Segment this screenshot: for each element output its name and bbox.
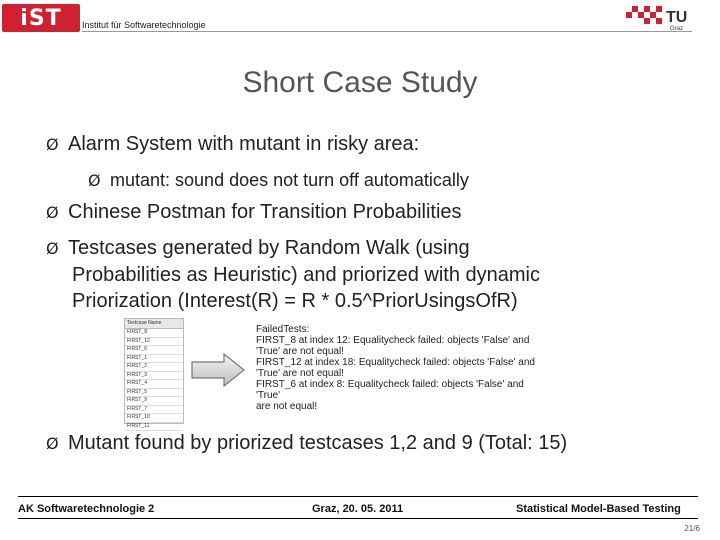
list-item: FIRST_11 (125, 423, 183, 432)
list-item: FIRST_2 (125, 363, 183, 372)
page-number: 21/6 (684, 524, 700, 533)
list-item: FIRST_10 (125, 414, 183, 423)
slide-title: Short Case Study (242, 66, 478, 99)
bullet-3: Ø Testcases generated by Random Walk (using Probabilities as Heuristic) and priorized with dynamic Priorization (Interest(R) = R * 0.5^PriorUsingsOfR) (46, 235, 706, 314)
footer-divider-bottom (18, 518, 698, 519)
bullet-2: Ø Chinese Postman for Transition Probabilities (46, 199, 462, 226)
failed-tests-output (256, 324, 546, 412)
testcase-list-header: Testcase Name (125, 319, 183, 329)
list-item: FIRST_9 (125, 397, 183, 406)
bullet-4: Ø Mutant found by priorized testcases 1,2 and 9 (Total: 15) (46, 430, 567, 457)
bullet-3-line-3: Priorization (Interest(R) = R * 0.5^PriorUsingsOfR) (72, 290, 518, 312)
arrow-bullet-icon: Ø (46, 135, 59, 154)
list-item: FIRST_5 (125, 389, 183, 398)
failed-tests-line: 'True' are not equal! (256, 346, 344, 357)
list-item: FIRST_6 (125, 346, 183, 355)
footer-divider-top (18, 496, 698, 497)
institute-name: Institut für Softwaretechnologie (82, 20, 206, 30)
testcase-list (124, 318, 184, 429)
bullet-1-sub: Ø mutant: sound does not turn off automatically (88, 167, 469, 194)
footer-topic: Statistical Model-Based Testing (516, 503, 681, 515)
list-item: FIRST_1 (125, 355, 183, 364)
footer-course: AK Softwaretechnologie 2 (18, 503, 155, 515)
footer-date: Graz, 20. 05. 2011 (312, 503, 404, 515)
failed-tests-line: FIRST_8 at index 12: Equalitycheck failed: objects 'False' and (256, 335, 530, 346)
arrow-bullet-icon: Ø (88, 171, 101, 190)
arrow-bullet-icon: Ø (46, 434, 59, 453)
arrow-bullet-icon: Ø (46, 239, 59, 258)
header-divider (82, 31, 692, 32)
failed-tests-line: FIRST_6 at index 8: Equalitycheck failed: objects 'False' and 'True' (256, 379, 524, 401)
tu-graz-logo (626, 4, 692, 32)
right-arrow-icon (190, 352, 246, 388)
bullet-1: Ø Alarm System with mutant in risky area: (46, 131, 419, 158)
ist-logo: iST (2, 4, 80, 32)
failed-tests-line: are not equal! (256, 401, 318, 412)
list-item: FIRST_7 (125, 406, 183, 415)
bullet-3-line-2: Probabilities as Heuristic) and priorized with dynamic (72, 264, 540, 286)
list-item: FIRST_4 (125, 380, 183, 389)
failed-tests-line: FIRST_12 at index 18: Equalitycheck failed: objects 'False' and (256, 357, 535, 368)
failed-tests-line: 'True' are not equal! (256, 368, 344, 379)
failed-tests-line: FailedTests: (256, 324, 310, 335)
list-item: FIRST_3 (125, 372, 183, 381)
tu-logo-text: TU (666, 9, 688, 26)
list-item: FIRST_8 (125, 329, 183, 338)
arrow-bullet-icon: Ø (46, 203, 59, 222)
tu-logo-sub: Graz (670, 26, 684, 32)
list-item: FIRST_12 (125, 338, 183, 347)
